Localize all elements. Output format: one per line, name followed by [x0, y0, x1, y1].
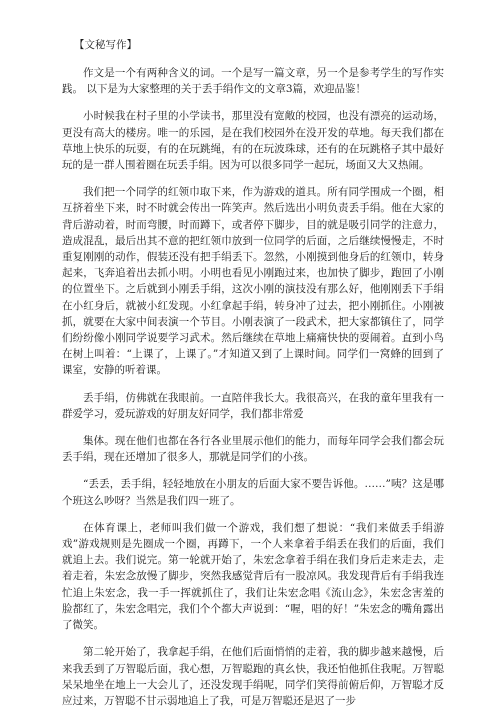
paragraph-game: 我们把一个同学的红领巾取下来，作为游戏的道具。所有同学围成一个圈，相互挤着坐下来，时不时就会传出一阵笑声。然后选出小明负责丢手绢。他在大家的背后游动着，时而弯腰，时而蹲下，或者停下脚步，目的就是吸引同学的注意力，造成混乱，最后出其不意的把红领巾放到一位同学的后面，之后继续慢慢走，不时重复刚刚的动作，假装还没有把手绢丢下。忽然，小刚摸到他身后的红领巾，转身起来，飞奔追着出去抓小明。小明也看见小刚跑过来，也加快了脚步，跑回了小刚的位置坐下。之后就到小刚丢手绢，这次小刚的演技没有那么好，他刚刚丢下手绢在小红身后，就被小红发现。小红拿起手绢，转身冲了过去，把小刚抓住。小刚被抓，就要在大家中间表演一个节目。小刚表演了一段武术，把大家都镇住了，同学们纷纷像小刚同学说要学习武术。然后继续在草地上痛痛快快的耍闹着。直到小鸟在树上叫着：“上课了，上课了。”才知道又到了上课时间。同学们一窝蜂的回到了课室，安静的听着课。	[62, 186, 444, 377]
paragraph-second-round: 第二轮开始了，我拿起手绢，在他们后面悄悄的走着，我的脚步越来越慢，后来我丢到了万智聪后面，我心想，万智聪跑的真幺快，我还怕他抓住我呢。万智聪呆呆地坐在地上一大会儿了，还没发现手绢呢，同学们笑得前俯后仰，万智聪才反应过来，万智聪不甘示弱地追上了我，可是万智聪还是迟了一步	[62, 646, 444, 707]
paragraph-childhood: 小时候我在村子里的小学读书，那里没有宽敞的校园，也没有漂亮的运动场，更没有高大的楼房。唯一的乐园，是在我们校园外在没开发的草地。每天我们都在草地上快乐的玩耍，有的在玩跳绳，有的在玩波珠球，还有的在玩跳格子其中最好玩的是一群人围着圈在玩丢手绢。因为可以很多同学一起玩，场面又大又热闹。	[62, 110, 444, 172]
paragraph-memory: 丢手绢，仿佛就在我眼前。一直陪伴我长大。我很高兴，在我的童年里我有一群爱学习，爱玩游戏的好朋友好同学，我们都非常爱	[62, 391, 444, 420]
category-tag: 【文秘写作】	[74, 39, 137, 51]
paragraph-song: “丢丢，丢手绢，轻轻地放在小朋友的后面大家不要告诉他。……”咦？这是哪个班这么吵呀？当然是我们四一班了。	[62, 478, 444, 507]
paragraph-intro: 作文是一个有两种含义的词。一个是写一篇文章，另一个是参考学生的写作实践。 以下是为大家整理的关于丢手绢作文的文章3篇，欢迎品鉴！	[62, 67, 444, 96]
paragraph-collective: 集体。现在他们也都在各行各业里展示他们的能力，而每年同学会我们都会玩丢手绢，现在还增加了很多人，那就是同学们的小孩。	[62, 435, 444, 464]
paragraph-pe-class: 在体育课上，老师叫我们做一个游戏，我们想了想说：“我们来做丢手绢游戏”游戏规则是先圈成一个圈，再蹲下，一个人来拿着手绢丢在我们的后面，我们就追上去。我们说完。第一轮就开始了，朱宏念拿着手绢在我们身后走来走去，走着走着，朱宏念放慢了脚步，突然我感觉背后有一股凉风。我发现背后有手绢我连忙追上朱宏念，我一手一挥就抓住了，我们让朱宏念唱《流山念》，朱宏念害羞的脸都红了，朱宏念唱完，我们个个都大声说到：“喔，唱的好！”朱宏念的嘴角露出了微笑。	[62, 521, 444, 632]
